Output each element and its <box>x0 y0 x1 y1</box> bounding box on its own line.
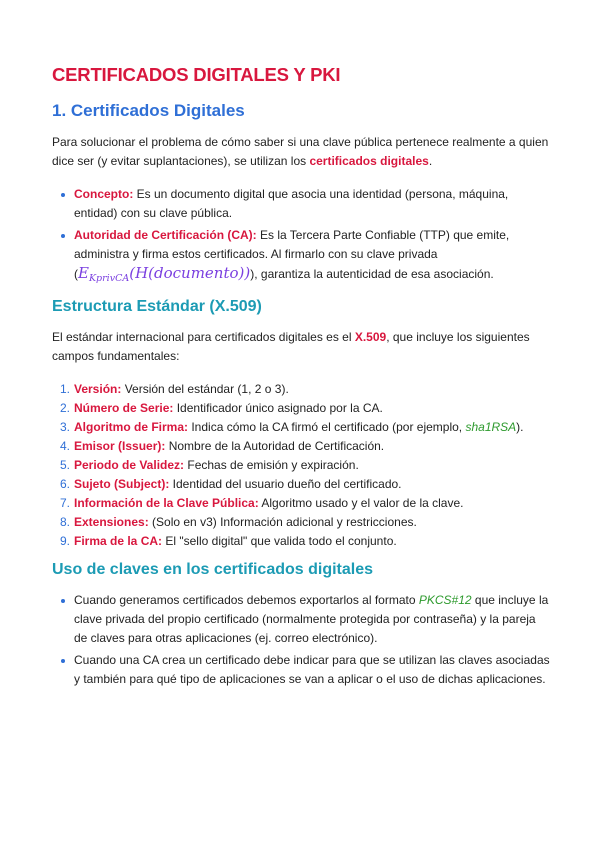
section1-intro-text: Para solucionar el problema de cómo saber si una clave pública pertenece realmente a quien dice ser (y evitar suplantaciones), se utilizan los <box>52 135 549 168</box>
ca-formula-sub: KprivCA <box>88 273 130 284</box>
list-number: 3. <box>60 420 71 434</box>
section2-intro-highlight: X.509 <box>354 330 387 344</box>
section2-intro-end: , que incluye los siguientes campos fundamentales: <box>52 330 530 363</box>
list-number: 6. <box>60 477 71 491</box>
section1-intro <box>52 133 552 171</box>
list-item-pkcs12 <box>74 591 552 648</box>
list-item-ca <box>74 226 552 288</box>
concept-label: Concepto: <box>74 187 134 201</box>
list-item-ca-usage <box>74 651 552 689</box>
list-number: 9. <box>60 534 71 548</box>
section-heading-certificados: 1. Certificados Digitales <box>52 101 245 120</box>
field-label: Versión: <box>74 382 122 396</box>
document-title: CERTIFICADOS DIGITALES Y PKI <box>52 64 341 85</box>
field-text: Fechas de emisión y expiración. <box>184 458 359 472</box>
field-label: Número de Serie: <box>74 401 174 415</box>
field-code: sha1RSA <box>465 420 517 434</box>
field-label: Algoritmo de Firma: <box>74 420 189 434</box>
field-text: El "sello digital" que valida todo el conjunto. <box>162 534 397 548</box>
section-heading-x509: Estructura Estándar (X.509) <box>52 298 262 315</box>
field-text: Indica cómo la CA firmó el certificado (por ejemplo, <box>188 420 466 434</box>
ca-formula <box>78 264 250 282</box>
list-item <box>60 380 552 399</box>
field-text: Versión del estándar (1, 2 o 3). <box>121 382 289 396</box>
field-label: Firma de la CA: <box>74 534 163 548</box>
pkcs-text-end: que incluye la clave privada del propio certificado (normalmente protegida por contraseña) y la pareja de claves para otras aplicaciones (ej. correo electrónico). <box>74 593 549 645</box>
list-item <box>60 494 552 513</box>
list-item <box>60 475 552 494</box>
section2-intro-text: El estándar internacional para certificados digitales es el <box>52 330 355 344</box>
list-item <box>60 456 552 475</box>
field-text-end: ). <box>516 420 524 434</box>
list-number: 4. <box>60 439 71 453</box>
field-text: Algoritmo usado y el valor de la clave. <box>258 496 464 510</box>
pkcs-text: Cuando generamos certificados debemos exportarlos al formato <box>74 593 419 607</box>
section1-bullet-list <box>52 185 552 288</box>
pkcs-code: PKCS#12 <box>418 593 472 607</box>
ca-usage-text: Cuando una CA crea un certificado debe indicar para que se utilizan las claves asociadas y también para qué tipo de aplicaciones se van a aplicar o el uso de dichas aplicaciones. <box>74 653 550 686</box>
field-text: Identificador único asignado por la CA. <box>173 401 383 415</box>
x509-fields-list <box>52 380 552 551</box>
section3-bullet-list <box>52 591 552 689</box>
list-item <box>60 437 552 456</box>
list-number: 5. <box>60 458 71 472</box>
list-number: 1. <box>60 382 71 396</box>
field-label: Información de la Clave Pública: <box>74 496 259 510</box>
list-number: 8. <box>60 515 71 529</box>
field-text: (Solo en v3) Información adicional y restricciones. <box>148 515 417 529</box>
field-text: Identidad del usuario dueño del certificado. <box>169 477 402 491</box>
list-item <box>60 513 552 532</box>
document-content <box>52 64 552 699</box>
ca-formula-rest: (H(documento)) <box>129 264 251 282</box>
concept-text: Es un documento digital que asocia una identidad (persona, máquina, entidad) con su clave pública. <box>74 187 509 220</box>
list-item <box>60 418 552 437</box>
list-item <box>60 532 552 551</box>
list-number: 7. <box>60 496 71 510</box>
section1-intro-end: . <box>428 154 433 168</box>
field-label: Emisor (Issuer): <box>74 439 166 453</box>
section1-intro-highlight: certificados digitales <box>309 154 429 168</box>
section-heading-uso-claves: Uso de claves en los certificados digitales <box>52 561 374 578</box>
list-number: 2. <box>60 401 71 415</box>
field-text: Nombre de la Autoridad de Certificación. <box>165 439 385 453</box>
ca-formula-main: E <box>78 264 89 282</box>
field-label: Extensiones: <box>74 515 149 529</box>
list-item <box>60 399 552 418</box>
field-label: Periodo de Validez: <box>74 458 185 472</box>
field-label: Sujeto (Subject): <box>74 477 170 491</box>
ca-text-end: ), garantiza la autenticidad de esa asociación. <box>250 267 494 281</box>
list-item-concepto <box>74 185 552 223</box>
ca-text: Es la Tercera Parte Confiable (TTP) que emite, administra y firma estos certificados. Al firmarlo con su clave privada ( <box>74 228 510 281</box>
section2-intro <box>52 328 552 366</box>
ca-label: Autoridad de Certificación (CA): <box>74 228 257 242</box>
